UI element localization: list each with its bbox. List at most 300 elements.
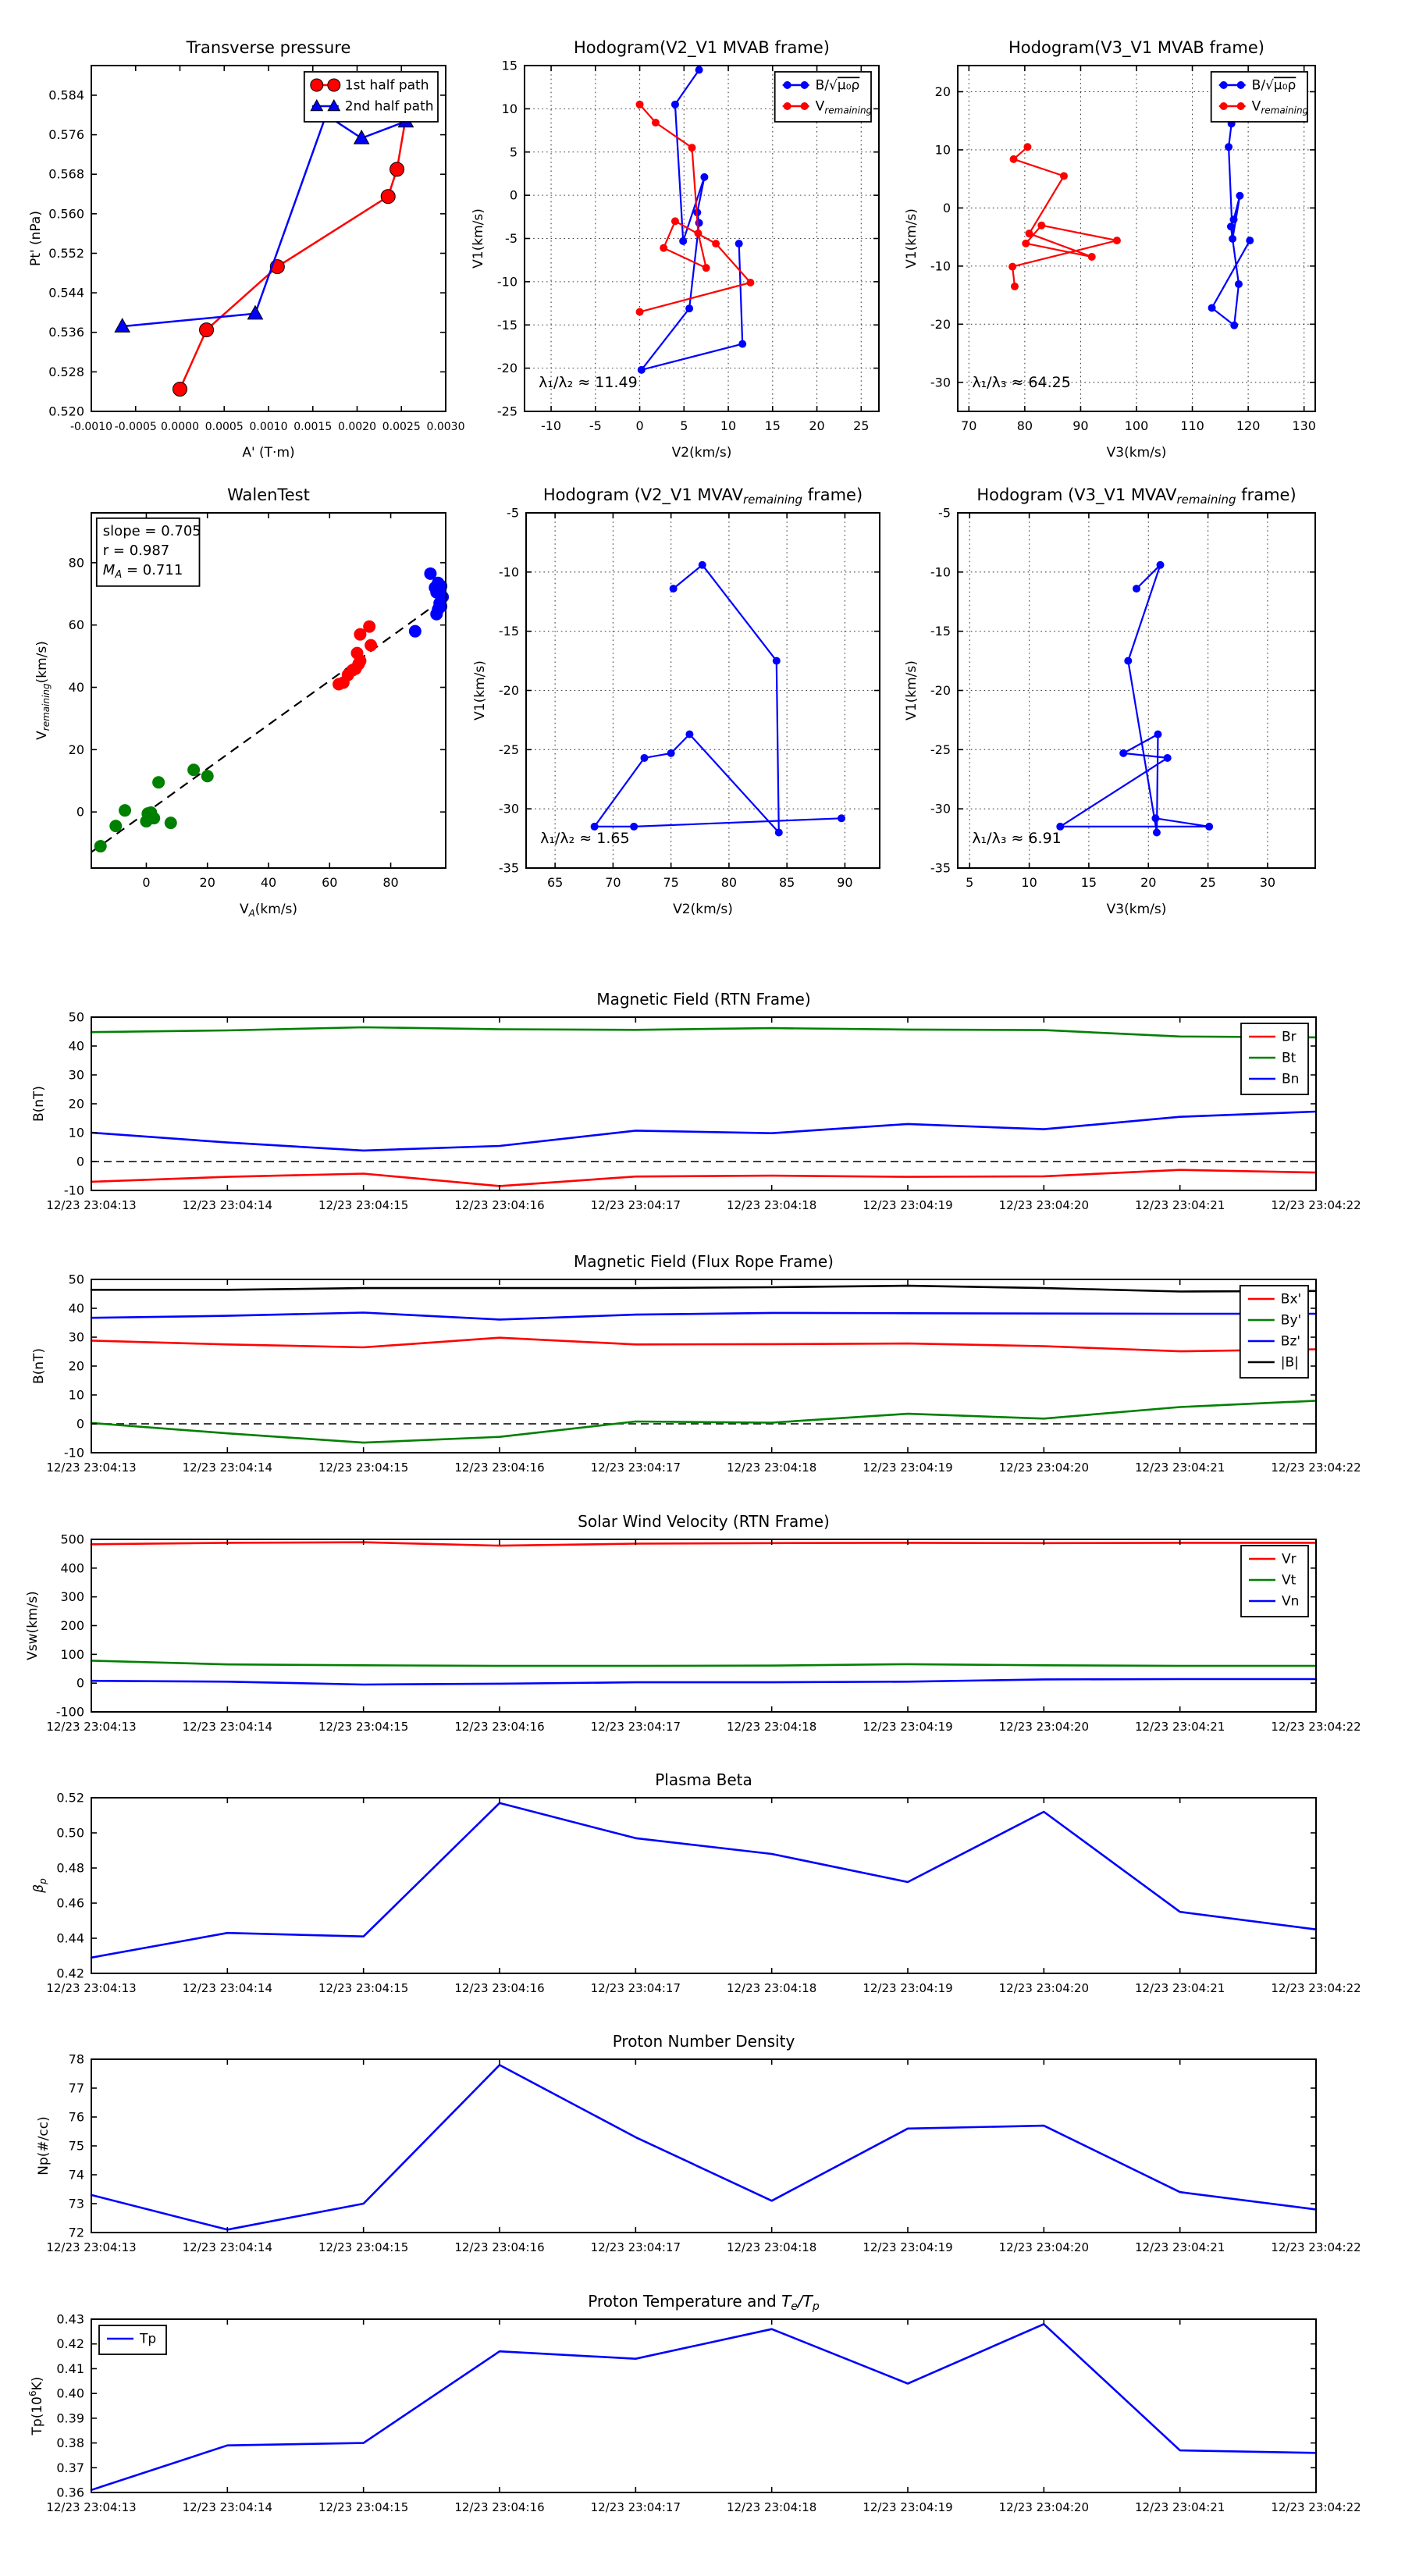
- x-tick-label: 12/23 23:04:16: [454, 1720, 545, 1734]
- x-tick-label: 12/23 23:04:22: [1271, 2500, 1361, 2514]
- legend: [1241, 1023, 1308, 1094]
- y-axis-label: V1(km/s): [471, 208, 486, 269]
- x-axis-label: A' (T·m): [242, 445, 295, 461]
- chart-title: Hodogram (V2_V1 MVAVremaining frame): [542, 486, 863, 507]
- x-tick-label: 80: [382, 875, 399, 890]
- y-tick-label: -100: [55, 1704, 84, 1720]
- chart-title: Transverse pressure: [186, 38, 351, 57]
- x-tick-label: 12/23 23:04:19: [863, 1981, 953, 1995]
- y-tick-label: -30: [930, 801, 951, 817]
- y-tick-label: 0.544: [48, 285, 84, 301]
- x-axis: [46, 2319, 1361, 2514]
- series-By': [91, 1400, 1316, 1443]
- y-tick-label: 76: [68, 2109, 84, 2125]
- hodogram-v2v1-mvab-plot: [471, 38, 879, 461]
- x-axis-label: V3(km/s): [1106, 902, 1167, 917]
- x-tick-label: 12/23 23:04:20: [998, 2240, 1090, 2254]
- x-tick-label: 12/23 23:04:22: [1271, 1720, 1361, 1734]
- y-tick-label: 20: [934, 84, 951, 100]
- legend-item-label: Br: [1282, 1029, 1297, 1045]
- transverse-pressure-plot: [28, 38, 465, 461]
- chart-hodogram-v3v1-mvav: [904, 486, 1315, 917]
- y-axis-label: V1(km/s): [904, 660, 919, 720]
- y-tick-label: 75: [68, 2138, 84, 2154]
- plot-border: [91, 2059, 1316, 2233]
- y-tick-label: 20: [68, 1358, 84, 1374]
- y-tick-label: 60: [68, 617, 84, 633]
- x-tick-label: 0.0015: [293, 421, 333, 433]
- y-tick-label: -5: [505, 231, 518, 246]
- x-tick-label: 12/23 23:04:13: [46, 1461, 137, 1475]
- chart-title: Magnetic Field (RTN Frame): [596, 990, 811, 1009]
- legend-item-label: Bn: [1282, 1071, 1300, 1087]
- series-Tp: [91, 2324, 1316, 2490]
- y-axis-label: $\beta_p$: [31, 1878, 48, 1893]
- x-tick-label: 75: [663, 875, 679, 890]
- x-tick-label: 12/23 23:04:18: [726, 2500, 817, 2514]
- y-tick-label: 50: [68, 1272, 84, 1287]
- y-tick-label: 0.552: [48, 245, 84, 261]
- y-tick-label: -30: [498, 801, 519, 817]
- x-tick-label: 90: [837, 875, 853, 890]
- y-tick-label: 0.52: [56, 1790, 84, 1806]
- x-tick-label: 12/23 23:04:13: [46, 1981, 137, 1995]
- x-tick-label: 20: [809, 418, 825, 433]
- x-tick-label: 12/23 23:04:15: [318, 2240, 409, 2254]
- series-V-path: [1056, 561, 1213, 837]
- x-tick-label: 12/23 23:04:20: [998, 1461, 1090, 1475]
- y-tick-label: 0.41: [56, 2361, 84, 2376]
- annotation: λ₁/λ₃ ≈ 6.91: [972, 830, 1062, 848]
- x-tick-label: 40: [260, 875, 277, 890]
- y-tick-label: 5: [509, 144, 518, 160]
- x-tick-label: 0: [635, 418, 644, 433]
- y-tick-label: 0.560: [48, 206, 84, 222]
- y-tick-label: 0.46: [56, 1895, 84, 1911]
- y-tick-label: -25: [498, 742, 519, 757]
- y-tick-label: -25: [930, 742, 951, 757]
- x-tick-label: 12/23 23:04:16: [454, 1198, 545, 1212]
- series-B-sqrt-mu0-rho: [638, 66, 746, 374]
- y-axis-label: B(nT): [31, 1347, 47, 1385]
- y-tick-label: 30: [68, 1329, 84, 1345]
- legend-item-label: By': [1280, 1312, 1302, 1329]
- y-axis: [56, 1532, 1316, 1720]
- y-tick-label: 0: [76, 1416, 84, 1432]
- y-tick-label: 0: [942, 200, 951, 215]
- x-tick-label: 120: [1236, 418, 1261, 433]
- y-tick-label: 80: [68, 555, 84, 571]
- x-tick-label: 12/23 23:04:20: [998, 1720, 1090, 1734]
- legend-item-label: B/√μ₀ρ: [815, 77, 860, 94]
- x-tick-label: 60: [322, 875, 338, 890]
- y-tick-label: -30: [930, 375, 951, 390]
- x-tick-label: 65: [546, 875, 564, 890]
- annotation-line: $M_A = 0.711$: [102, 561, 183, 581]
- y-axis-label: Np(#/cc): [36, 2116, 52, 2176]
- y-tick-label: -20: [498, 683, 519, 698]
- x-tick-label: 12/23 23:04:20: [998, 1981, 1090, 1995]
- y-tick-label: 10: [934, 142, 951, 158]
- x-tick-label: 12/23 23:04:15: [318, 1461, 409, 1475]
- y-tick-label: -10: [498, 564, 519, 580]
- x-tick-label: 0.0010: [249, 421, 288, 433]
- series-Vn: [91, 1679, 1316, 1685]
- walen-test-plot: [34, 486, 446, 919]
- x-tick-label: 20: [199, 875, 215, 890]
- x-tick-label: 130: [1292, 418, 1316, 433]
- y-axis: [499, 506, 880, 876]
- chart-title: WalenTest: [227, 486, 310, 504]
- y-tick-label: 0.42: [56, 2336, 84, 2352]
- x-tick-label: 12/23 23:04:17: [590, 2500, 681, 2514]
- y-tick-label: 0.584: [48, 87, 84, 103]
- y-tick-label: -10: [930, 564, 951, 580]
- y-tick-label: 0: [76, 804, 84, 820]
- x-tick-label: 12/23 23:04:18: [726, 2240, 817, 2254]
- series-red-cluster: [333, 621, 377, 691]
- x-tick-label: 12/23 23:04:19: [863, 1720, 953, 1734]
- chart-magnetic-field-flux-rope: [31, 1252, 1361, 1475]
- x-tick-label: 12/23 23:04:17: [590, 1198, 681, 1212]
- y-tick-label: -10: [63, 1183, 84, 1198]
- y-tick-label: -15: [496, 317, 518, 333]
- series-Vt: [91, 1660, 1316, 1666]
- annotation: λ₁/λ₂ ≈ 11.49: [539, 373, 638, 391]
- y-tick-label: -5: [938, 505, 951, 521]
- legend-item-label: $V_{remaining}$: [815, 98, 873, 116]
- x-tick-label: 25: [1200, 875, 1216, 890]
- y-axis: [56, 2312, 1316, 2500]
- y-tick-label: 0.520: [48, 404, 84, 419]
- y-axis-label: V1(km/s): [904, 208, 919, 269]
- chart-title: Proton Temperature and $T_e/T_p$: [588, 2292, 820, 2313]
- legend-item-label: $V_{remaining}$: [1251, 98, 1309, 116]
- y-tick-label: 20: [68, 742, 84, 757]
- y-tick-label: 400: [60, 1560, 84, 1576]
- x-tick-label: 12/23 23:04:14: [182, 1981, 273, 1995]
- chart-hodogram-v2v1-mvab: [471, 38, 879, 461]
- x-tick-label: 0.0025: [382, 421, 421, 433]
- proton-temperature-plot: [27, 2292, 1361, 2514]
- y-axis: [64, 1272, 1316, 1461]
- x-tick-label: 12/23 23:04:13: [46, 2500, 137, 2514]
- x-tick-label: 12/23 23:04:19: [863, 2240, 953, 2254]
- x-tick-label: 12/23 23:04:16: [454, 1461, 545, 1475]
- series-1st half path: [173, 110, 413, 396]
- x-tick-label: 12/23 23:04:21: [1134, 2500, 1225, 2514]
- x-tick-label: 12/23 23:04:18: [726, 1981, 817, 1995]
- x-tick-label: 80: [720, 875, 738, 890]
- plot-border: [91, 1539, 1316, 1712]
- y-axis-label: $Tp(10^6K)$: [27, 2376, 45, 2435]
- y-tick-label: 40: [68, 680, 84, 696]
- y-tick-label: 78: [68, 2051, 84, 2067]
- x-tick-label: 12/23 23:04:16: [454, 1981, 545, 1995]
- x-tick-label: 12/23 23:04:18: [726, 1461, 817, 1475]
- x-tick-label: 15: [764, 418, 781, 433]
- x-tick-label: 10: [1021, 875, 1037, 890]
- plot-border: [91, 1798, 1316, 1973]
- chart-proton-temperature: [27, 2292, 1361, 2514]
- y-tick-label: -15: [930, 624, 951, 639]
- series-|B|: [91, 1286, 1316, 1291]
- y-tick-label: 0.528: [48, 364, 84, 379]
- x-tick-label: 12/23 23:04:15: [318, 1720, 409, 1734]
- chart-title: Plasma Beta: [655, 1770, 752, 1789]
- x-tick-label: 15: [1080, 875, 1097, 890]
- chart-title: Solar Wind Velocity (RTN Frame): [578, 1512, 830, 1531]
- x-tick-label: 12/23 23:04:13: [46, 2240, 137, 2254]
- y-axis-label: V1(km/s): [472, 660, 488, 720]
- x-tick-label: -10: [540, 418, 562, 433]
- legend-item-label: Vr: [1282, 1551, 1297, 1567]
- y-tick-label: 10: [68, 1125, 84, 1140]
- y-axis: [56, 1791, 1316, 1981]
- x-tick-label: 12/23 23:04:15: [318, 2500, 409, 2514]
- chart-title: Hodogram(V3_V1 MVAB frame): [1008, 38, 1264, 57]
- y-tick-label: -35: [498, 860, 519, 876]
- x-tick-label: 12/23 23:04:17: [590, 1461, 681, 1475]
- y-tick-label: 0.568: [48, 166, 84, 182]
- chart-plasma-beta: [31, 1770, 1361, 1995]
- legend-item-label: Vt: [1282, 1572, 1297, 1589]
- chart-title: Hodogram(V2_V1 MVAB frame): [574, 38, 830, 57]
- y-tick-label: 0.48: [56, 1860, 84, 1876]
- y-tick-label: -20: [930, 683, 951, 698]
- x-tick-label: 12/23 23:04:21: [1134, 1981, 1225, 1995]
- x-axis: [46, 1539, 1361, 1734]
- magnetic-field-flux-rope-plot: [31, 1252, 1361, 1475]
- series-2nd half path: [115, 107, 413, 332]
- y-tick-label: 40: [68, 1038, 84, 1054]
- y-axis: [930, 506, 1315, 876]
- legend-item-label: Vn: [1282, 1593, 1300, 1610]
- x-tick-label: 100: [1124, 418, 1149, 433]
- y-tick-label: 0.536: [48, 325, 84, 340]
- y-tick-label: -20: [930, 316, 951, 332]
- y-tick-label: -25: [496, 404, 518, 419]
- proton-number-density-plot: [36, 2032, 1361, 2254]
- x-tick-label: 12/23 23:04:21: [1134, 1198, 1225, 1212]
- x-tick-label: 110: [1180, 418, 1204, 433]
- y-tick-label: 77: [68, 2080, 84, 2096]
- hodogram-v3v1-mvab-plot: [904, 38, 1316, 461]
- legend-item-label: 2nd half path: [344, 98, 434, 115]
- x-tick-label: 12/23 23:04:13: [46, 1720, 137, 1734]
- x-axis: [46, 1017, 1361, 1212]
- x-tick-label: 10: [720, 418, 737, 433]
- y-tick-label: -10: [496, 274, 518, 290]
- legend-item-label: |B|: [1280, 1354, 1299, 1371]
- legend-item-label: Bt: [1282, 1050, 1297, 1066]
- y-tick-label: 0.42: [56, 1966, 84, 1981]
- x-tick-label: 12/23 23:04:17: [590, 2240, 681, 2254]
- legend-item-label: B/√μ₀ρ: [1251, 77, 1297, 94]
- y-tick-label: 300: [60, 1589, 84, 1605]
- x-axis: [46, 1798, 1361, 1995]
- legend: [304, 72, 438, 122]
- x-axis: [46, 2059, 1361, 2254]
- annotation-line: r = 0.987: [102, 542, 170, 559]
- y-tick-label: 0: [76, 1675, 84, 1691]
- x-tick-label: 12/23 23:04:18: [726, 1198, 817, 1212]
- y-axis: [930, 84, 1315, 390]
- y-tick-label: 0.37: [56, 2460, 84, 2475]
- x-tick-label: 12/23 23:04:16: [454, 2500, 545, 2514]
- x-tick-label: 0.0000: [161, 421, 199, 433]
- series-Bz': [91, 1313, 1316, 1320]
- y-tick-label: 0: [76, 1154, 84, 1169]
- annotation: λ₁/λ₃ ≈ 64.25: [972, 373, 1071, 391]
- y-tick-label: 200: [60, 1618, 84, 1633]
- y-tick-label: 15: [501, 58, 518, 73]
- chart-transverse-pressure: [28, 38, 465, 461]
- series-blue-cluster: [409, 568, 449, 638]
- x-tick-label: 70: [605, 875, 621, 890]
- legend-item-label: Tp: [140, 2331, 157, 2347]
- x-tick-label: -5: [589, 418, 602, 433]
- y-tick-label: 0: [509, 187, 518, 203]
- x-tick-label: 12/23 23:04:15: [318, 1198, 409, 1212]
- y-axis-label: Pt' (nPa): [28, 211, 44, 266]
- series-Bt: [91, 1027, 1316, 1037]
- grid: [958, 513, 1315, 868]
- series-V-remaining: [1008, 143, 1121, 290]
- series-V-path: [591, 561, 845, 837]
- y-tick-label: 74: [68, 2167, 84, 2183]
- y-tick-label: -20: [496, 361, 518, 376]
- y-axis: [69, 2052, 1316, 2240]
- x-tick-label: -0.0010: [69, 421, 113, 433]
- y-tick-label: 0.576: [48, 127, 84, 143]
- series-beta-p: [91, 1803, 1316, 1958]
- legend-item-label: 1st half path: [344, 77, 429, 94]
- y-tick-label: 0.36: [56, 2485, 84, 2500]
- y-axis-label: Vsw(km/s): [25, 1591, 41, 1660]
- hodogram-v3v1-mvav-plot: [904, 486, 1315, 917]
- y-tick-label: 30: [68, 1067, 84, 1083]
- y-axis: [64, 1010, 1316, 1198]
- x-tick-label: 25: [853, 418, 870, 433]
- x-tick-label: 12/23 23:04:16: [454, 2240, 545, 2254]
- y-axis: [48, 87, 446, 418]
- chart-proton-number-density: [36, 2032, 1361, 2254]
- legend: [99, 2325, 166, 2354]
- y-axis: [69, 555, 446, 819]
- hodogram-v2v1-mvav-plot: [472, 486, 880, 917]
- legend: [775, 72, 873, 122]
- series-Bx': [91, 1338, 1316, 1351]
- x-tick-label: 0: [142, 875, 151, 890]
- x-tick-label: 80: [1016, 418, 1033, 433]
- y-tick-label: 0.40: [56, 2386, 84, 2401]
- x-tick-label: 12/23 23:04:22: [1271, 1461, 1361, 1475]
- x-tick-label: 12/23 23:04:14: [182, 2240, 273, 2254]
- chart-title: Magnetic Field (Flux Rope Frame): [574, 1252, 834, 1271]
- x-tick-label: 12/23 23:04:18: [726, 1720, 817, 1734]
- x-tick-label: 12/23 23:04:22: [1271, 1981, 1361, 1995]
- x-tick-label: 12/23 23:04:17: [590, 1981, 681, 1995]
- x-tick-label: 12/23 23:04:22: [1271, 1198, 1361, 1212]
- annotation-line: slope = 0.705: [102, 522, 201, 539]
- x-tick-label: 0.0005: [205, 421, 244, 433]
- y-tick-label: 100: [60, 1646, 84, 1662]
- x-tick-label: 5: [680, 418, 688, 433]
- series-Bn: [91, 1112, 1316, 1151]
- y-tick-label: 0.44: [56, 1930, 84, 1946]
- legend-item-label: Bx': [1280, 1291, 1302, 1308]
- chart-hodogram-v3v1-mvab: [904, 38, 1316, 461]
- y-tick-label: -10: [930, 258, 951, 274]
- y-tick-label: -35: [930, 860, 951, 876]
- y-tick-label: 10: [68, 1387, 84, 1403]
- series-V-remaining: [636, 101, 755, 316]
- solar-wind-velocity-plot: [25, 1512, 1361, 1734]
- chart-hodogram-v2v1-mvav: [472, 486, 880, 917]
- x-tick-label: 12/23 23:04:14: [182, 2500, 273, 2514]
- x-tick-label: 0.0030: [426, 421, 465, 433]
- y-tick-label: -10: [63, 1445, 84, 1461]
- chart-title: Hodogram (V3_V1 MVAVremaining frame): [976, 486, 1297, 507]
- x-tick-label: -0.0005: [114, 421, 157, 433]
- chart-title: Proton Number Density: [612, 2032, 795, 2051]
- y-tick-label: 0.38: [56, 2435, 84, 2451]
- x-tick-label: 12/23 23:04:17: [590, 1720, 681, 1734]
- x-tick-label: 12/23 23:04:21: [1134, 1461, 1225, 1475]
- y-axis-label: $V_{remaining}(km/s)$: [34, 641, 52, 740]
- x-tick-label: 12/23 23:04:14: [182, 1720, 273, 1734]
- x-tick-label: 12/23 23:04:19: [863, 1198, 953, 1212]
- legend: [1241, 1546, 1308, 1617]
- y-tick-label: 10: [501, 101, 518, 116]
- x-tick-label: 12/23 23:04:20: [998, 2500, 1090, 2514]
- x-tick-label: 85: [779, 875, 795, 890]
- plot-border: [91, 1017, 1316, 1190]
- x-tick-label: 70: [961, 418, 977, 433]
- x-tick-label: 90: [1072, 418, 1089, 433]
- y-axis-label: B(nT): [31, 1085, 47, 1123]
- annotation-box: [97, 518, 201, 586]
- x-axis-label: $V_A(km/s)$: [239, 902, 298, 919]
- chart-solar-wind-velocity: [25, 1512, 1361, 1734]
- x-axis-label: V3(km/s): [1106, 445, 1167, 461]
- plot-border: [91, 1279, 1316, 1453]
- x-tick-label: 12/23 23:04:20: [998, 1198, 1090, 1212]
- x-tick-label: 12/23 23:04:19: [863, 2500, 953, 2514]
- y-tick-label: 73: [68, 2196, 84, 2211]
- annotation: λ₁/λ₂ ≈ 1.65: [540, 830, 630, 848]
- legend-item-label: Bz': [1280, 1333, 1301, 1350]
- y-tick-label: 0.43: [56, 2311, 84, 2327]
- x-axis-label: V2(km/s): [673, 902, 733, 917]
- chart-walen-test: [34, 486, 446, 919]
- y-tick-label: 20: [68, 1096, 84, 1112]
- x-tick-label: 20: [1140, 875, 1157, 890]
- y-tick-label: 72: [68, 2225, 84, 2240]
- x-axis-label: V2(km/s): [671, 445, 732, 461]
- x-tick-label: 0.0020: [338, 421, 376, 433]
- x-axis: [46, 1279, 1361, 1475]
- x-tick-label: 12/23 23:04:19: [863, 1461, 953, 1475]
- y-tick-label: 0.50: [56, 1825, 84, 1841]
- x-tick-label: 12/23 23:04:21: [1134, 1720, 1225, 1734]
- x-tick-label: 12/23 23:04:14: [182, 1198, 273, 1212]
- x-tick-label: 12/23 23:04:15: [318, 1981, 409, 1995]
- legend: [1211, 72, 1309, 122]
- y-tick-label: -15: [498, 624, 519, 639]
- series-Br: [91, 1170, 1316, 1187]
